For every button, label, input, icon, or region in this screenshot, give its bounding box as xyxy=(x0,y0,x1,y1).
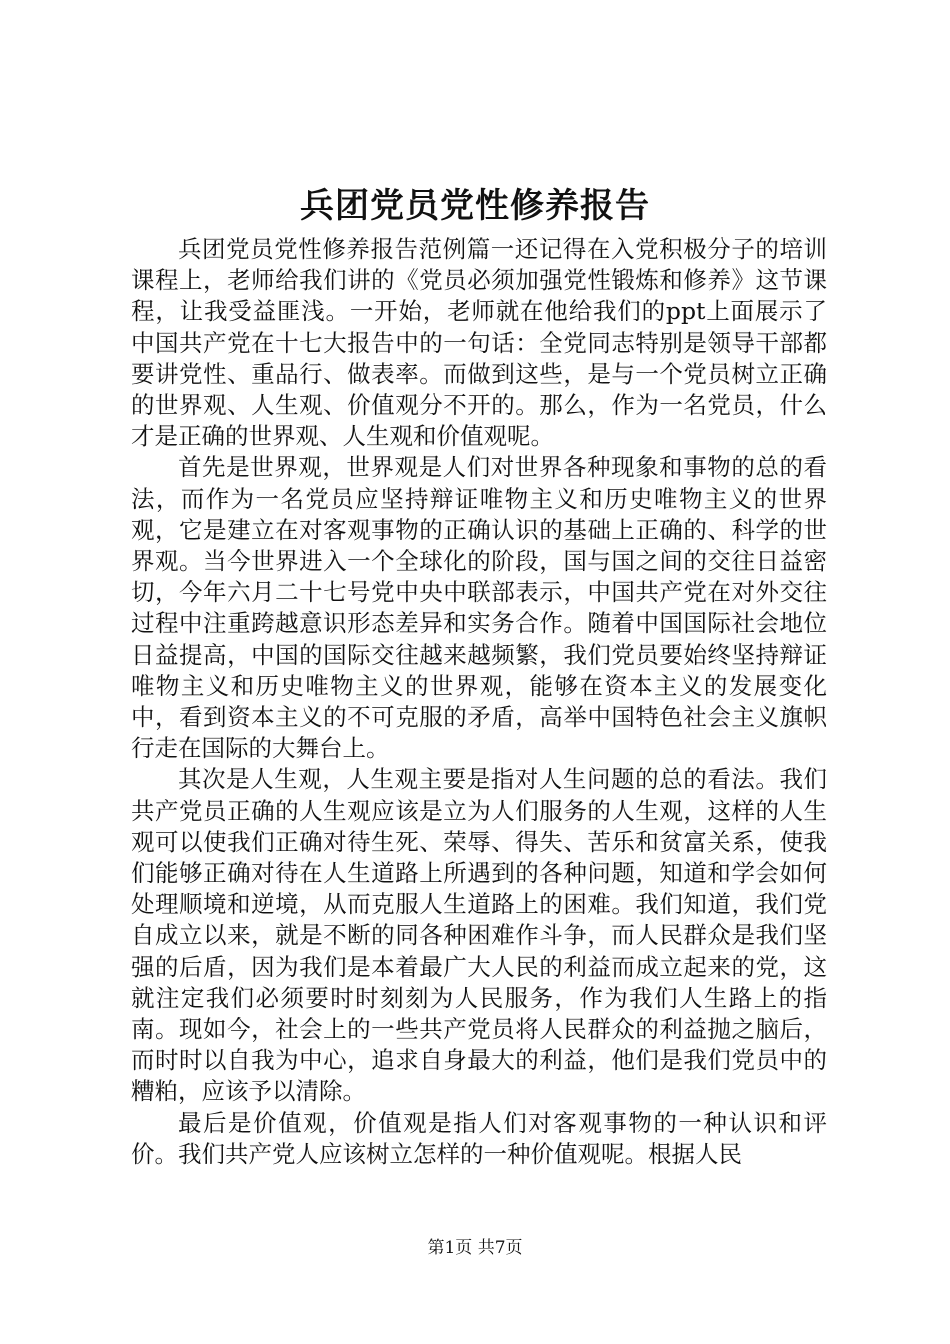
paragraph: 兵团党员党性修养报告范例篇一还记得在入党积极分子的培训课程上，老师给我们讲的《党员必须加强党性锻炼和修养》这节课程，让我受益匪浅。一开始，老师就在他给我们的ppt上面展示了中国共产党在十七大报告中的一句话：全党同志特别是领导干部都要讲党性、重品行、做表率。而做到这些，是与一个党员树立正确的世界观、人生观、价值观分不开的。那么，作为一名党员，什么才是正确的世界观、人生观和价值观呢。 xyxy=(131,235,827,451)
paragraph: 其次是人生观，人生观主要是指对人生问题的总的看法。我们共产党员正确的人生观应该是立为人们服务的人生观，这样的人生观可以使我们正确对待生死、荣辱、得失、苦乐和贫富关系，使我们能够正确对待在人生道路上所遇到的各种问题，知道和学会如何处理顺境和逆境，从而克服人生道路上的困难。我们知道，我们党自成立以来，就是不断的同各种困难作斗争，而人民群众是我们坚强的后盾，因为我们是本着最广大人民的利益而成立起来的党，这就注定我们必须要时时刻刻为人民服务，作为我们人生路上的指南。现如今，社会上的一些共产党员将人民群众的利益抛之脑后，而时时以自我为中心，追求自身最大的利益，他们是我们党员中的糟粕，应该予以清除。 xyxy=(131,765,827,1106)
page-footer: 第1页 共7页 xyxy=(427,1238,523,1258)
paragraph: 最后是价值观，价值观是指人们对客观事物的一种认识和评价。我们共产党人应该树立怎样的一种价值观呢。根据人民 xyxy=(131,1108,827,1168)
paragraph: 首先是世界观，世界观是人们对世界各种现象和事物的总的看法，而作为一名党员应坚持辩证唯物主义和历史唯物主义的世界观，它是建立在对客观事物的正确认识的基础上正确的、科学的世界观。当今世界进入一个全球化的阶段，国与国之间的交往日益密切，今年六月二十七号党中央中联部表示，中国共产党在对外交往过程中注重跨越意识形态差异和实务合作。随着中国国际社会地位日益提高，中国的国际交往越来越频繁，我们党员要始终坚持辩证唯物主义和历史唯物主义的世界观，能够在资本主义的发展变化中，看到资本主义的不可克服的矛盾，高举中国特色社会主义旗帜行走在国际的大舞台上。 xyxy=(131,453,827,763)
document-title: 兵团党员党性修养报告 xyxy=(300,186,650,226)
document-body xyxy=(131,234,827,1170)
